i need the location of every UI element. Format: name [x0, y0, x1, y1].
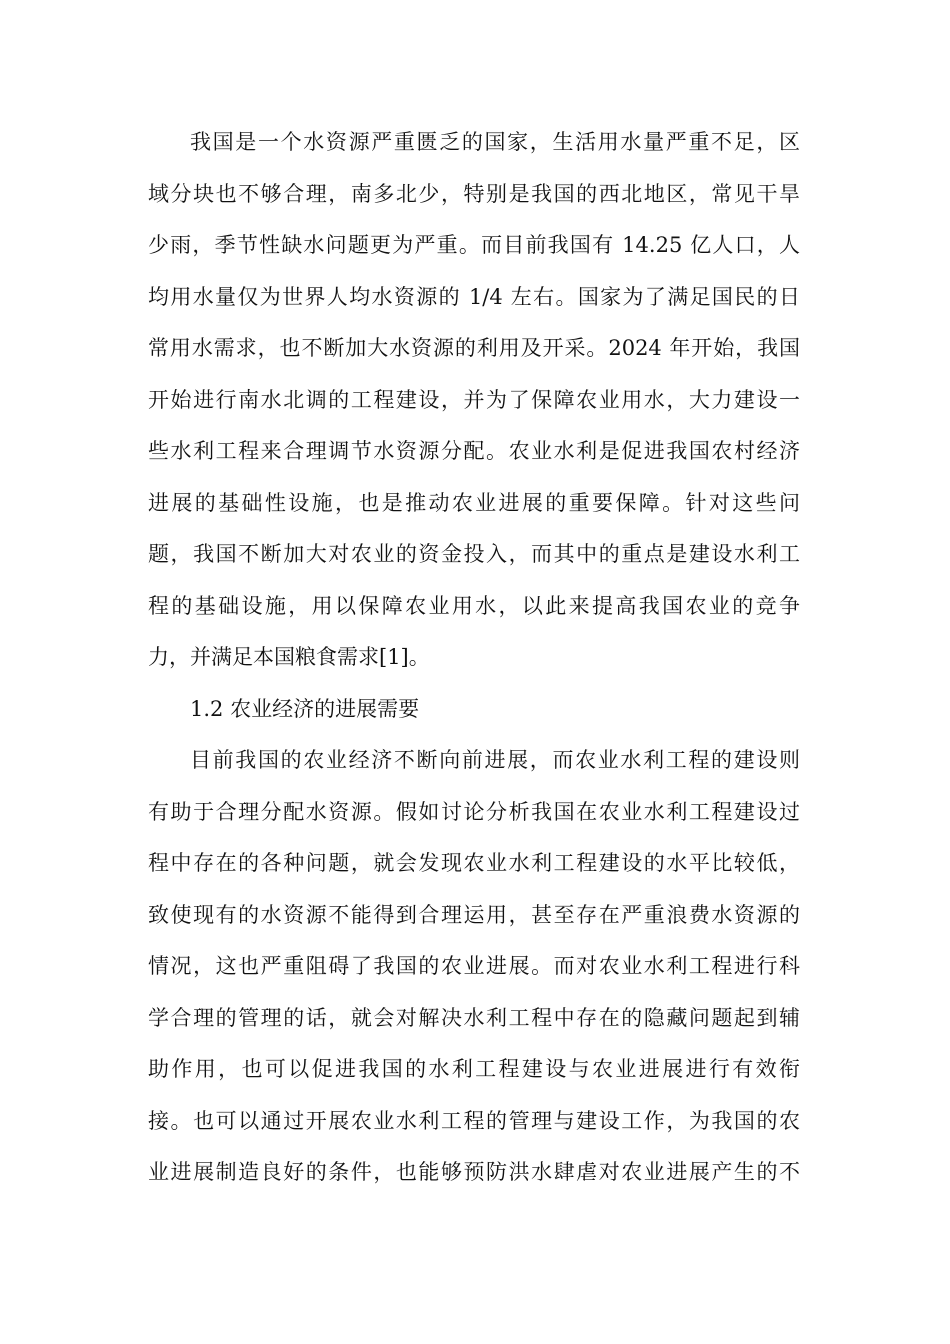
paragraph-line: 少雨，季节性缺水问题更为严重。而目前我国有 14.25 亿人口，人 [148, 233, 800, 257]
section-heading: 1.2 农业经济的进展需要 [190, 696, 420, 721]
document-body [148, 117, 800, 1199]
paragraph-line: 致使现有的水资源不能得到合理运用，甚至存在严重浪费水资源的 [148, 902, 800, 927]
paragraph-line: 些水利工程来合理调节水资源分配。农业水利是促进我国农村经济 [148, 439, 800, 463]
paragraph-2 [148, 735, 800, 1199]
paragraph-line: 程的基础设施，用以保障农业用水，以此来提高我国农业的竞争 [148, 593, 800, 618]
paragraph-1 [148, 117, 800, 684]
paragraph-line: 接。也可以通过开展农业水利工程的管理与建设工作，为我国的农 [148, 1108, 800, 1133]
paragraph-line: 题，我国不断加大对农业的资金投入，而其中的重点是建设水利工 [148, 542, 800, 566]
paragraph-line: 开始进行南水北调的工程建设，并为了保障农业用水，大力建设一 [148, 387, 800, 412]
paragraph-line: 目前我国的农业经济不断向前进展，而农业水利工程的建设则 [190, 748, 800, 772]
paragraph-line: 力，并满足本国粮食需求[1]。 [148, 645, 430, 669]
paragraph-line: 进展的基础性设施，也是推动农业进展的重要保障。针对这些问 [148, 490, 800, 515]
paragraph-line: 域分块也不够合理，南多北少，特别是我国的西北地区，常见干旱 [148, 181, 800, 206]
paragraph-line: 程中存在的各种问题，就会发现农业水利工程建设的水平比较低， [148, 851, 800, 875]
paragraph-line: 情况，这也严重阻碍了我国的农业进展。而对农业水利工程进行科 [148, 954, 800, 978]
paragraph-line: 业进展制造良好的条件，也能够预防洪水肆虐对农业进展产生的不 [148, 1160, 800, 1184]
paragraph-line: 均用水量仅为世界人均水资源的 1/4 左右。国家为了满足国民的日 [148, 284, 800, 309]
paragraph-line: 我国是一个水资源严重匮乏的国家，生活用水量严重不足，区 [190, 130, 800, 154]
paragraph-line: 常用水需求，也不断加大水资源的利用及开采。2024 年开始，我国 [148, 336, 800, 360]
paragraph-line: 学合理的管理的话，就会对解决水利工程中存在的隐藏问题起到辅 [148, 1005, 800, 1030]
paragraph-line: 有助于合理分配水资源。假如讨论分析我国在农业水利工程建设过 [148, 799, 800, 824]
paragraph-line: 助作用，也可以促进我国的水利工程建设与农业进展进行有效衔 [148, 1057, 800, 1081]
